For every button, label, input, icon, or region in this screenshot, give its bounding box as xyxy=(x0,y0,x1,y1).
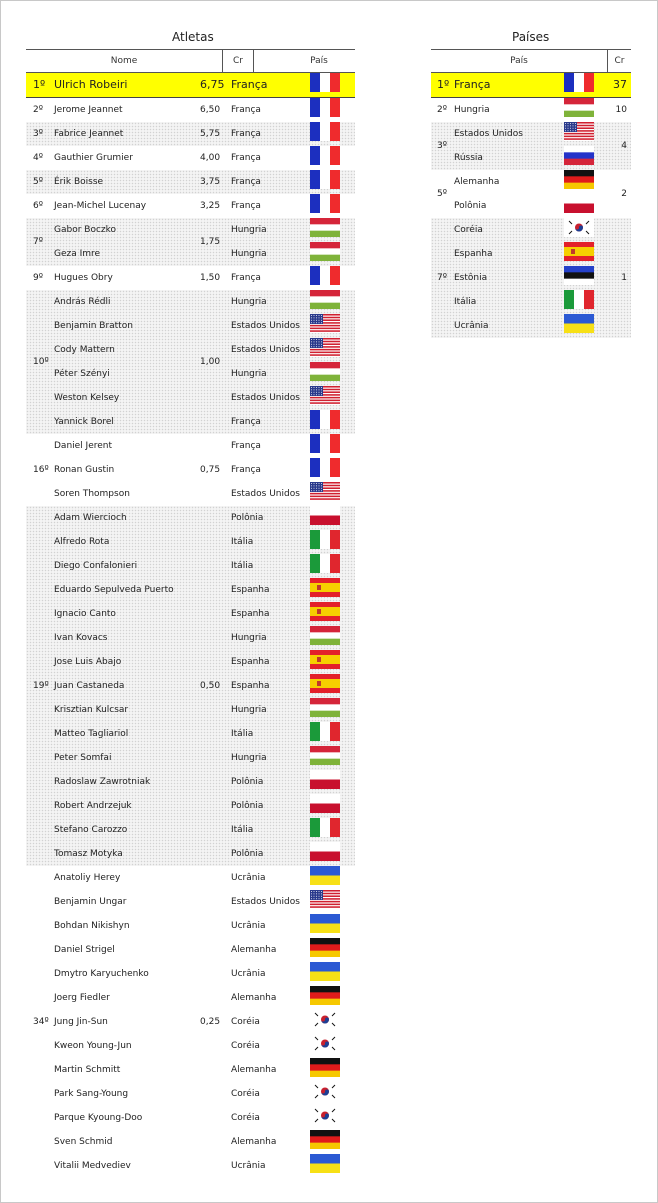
athletes-row xyxy=(26,338,355,362)
athletes-row xyxy=(26,434,355,458)
kr-flag-icon xyxy=(310,1034,340,1058)
athletes-row xyxy=(26,1058,355,1082)
hu-flag-icon xyxy=(310,626,340,650)
cr-value: 6,50 xyxy=(200,105,221,115)
country-name: Ucrânia xyxy=(231,969,266,979)
athletes-row xyxy=(26,458,355,482)
cr-value: 0,75 xyxy=(200,465,221,475)
athletes-row xyxy=(26,1154,355,1178)
athletes-row xyxy=(26,866,355,890)
athletes-row xyxy=(26,194,355,218)
country-name: Ucrânia xyxy=(231,921,266,931)
hu-flag-icon xyxy=(310,242,340,266)
athlete-name: Eduardo Sepulveda Puerto xyxy=(54,585,174,595)
fr-flag-icon xyxy=(310,146,340,170)
athletes-row xyxy=(26,1082,355,1106)
countries-row xyxy=(431,266,631,290)
athlete-name: Sven Schmid xyxy=(54,1137,113,1147)
athlete-name: Robert Andrzejuk xyxy=(54,801,132,811)
countries-row xyxy=(431,290,631,314)
country-name: França xyxy=(231,201,261,211)
country-name: França xyxy=(231,153,261,163)
country-name: Coréia xyxy=(454,225,483,235)
athlete-name: Péter Szényi xyxy=(54,369,110,379)
es-flag-icon xyxy=(310,578,340,602)
ua-flag-icon xyxy=(310,866,340,890)
country-name: Polônia xyxy=(231,777,264,787)
rank: 6º xyxy=(33,201,43,211)
athletes-row xyxy=(26,506,355,530)
athletes-row xyxy=(26,986,355,1010)
pl-flag-icon xyxy=(564,194,594,218)
countries-title: Países xyxy=(512,30,550,44)
country-name: Estados Unidos xyxy=(454,129,523,139)
country-name: Alemanha xyxy=(231,1137,277,1147)
countries-row xyxy=(431,194,631,218)
cr-value: 1,50 xyxy=(200,273,221,283)
athletes-group xyxy=(26,506,355,866)
cr-value: 6,75 xyxy=(200,78,225,91)
country-name: França xyxy=(231,417,261,427)
athletes-row xyxy=(26,746,355,770)
hu-flag-icon xyxy=(564,98,594,122)
de-flag-icon xyxy=(310,938,340,962)
athlete-name: Ivan Kovacs xyxy=(54,633,108,643)
athletes-group xyxy=(26,194,355,218)
rank: 5º xyxy=(33,177,43,187)
athletes-row xyxy=(26,650,355,674)
rank: 1º xyxy=(437,78,450,91)
country-name: Itália xyxy=(231,729,254,739)
athletes-row xyxy=(26,794,355,818)
country-name: Alemanha xyxy=(454,177,500,187)
country-name: Rússia xyxy=(454,153,483,163)
athletes-group xyxy=(26,218,355,266)
athlete-name: Bohdan Nikishyn xyxy=(54,921,130,931)
rank: 7º xyxy=(33,237,43,247)
athletes-row-first xyxy=(26,73,355,98)
athletes-row xyxy=(26,314,355,338)
fr-flag-icon xyxy=(310,122,340,146)
es-flag-icon xyxy=(310,602,340,626)
countries-row xyxy=(431,218,631,242)
athlete-name: Joerg Fiedler xyxy=(54,993,110,1003)
de-flag-icon xyxy=(310,986,340,1010)
athletes-row xyxy=(26,362,355,386)
athlete-name: Yannick Borel xyxy=(54,417,114,427)
athletes-row xyxy=(26,770,355,794)
athlete-name: Érik Boisse xyxy=(54,177,104,187)
country-name: Hungria xyxy=(231,225,267,235)
athlete-name: Juan Castaneda xyxy=(54,681,125,691)
athlete-name: Alfredo Rota xyxy=(54,537,110,547)
athlete-name: Adam Wiercioch xyxy=(54,513,127,523)
country-name: Itália xyxy=(231,537,254,547)
cr-value: 3,75 xyxy=(200,177,221,187)
athletes-row xyxy=(26,722,355,746)
pl-flag-icon xyxy=(310,794,340,818)
countries-row xyxy=(431,314,631,338)
ua-flag-icon xyxy=(310,962,340,986)
rank: 1º xyxy=(33,78,46,91)
athlete-name: Vitalii Medvediev xyxy=(54,1161,131,1171)
athlete-name: Benjamin Ungar xyxy=(54,897,127,907)
cr-value: 37 xyxy=(613,78,627,91)
athletes-group xyxy=(26,122,355,146)
es-flag-icon xyxy=(310,674,340,698)
athletes-row xyxy=(26,1130,355,1154)
athletes-row xyxy=(26,530,355,554)
country-name: Coréia xyxy=(231,1017,260,1027)
country-name: Polônia xyxy=(231,513,264,523)
rank: 3º xyxy=(437,141,447,151)
country-name: Coréia xyxy=(231,1113,260,1123)
athletes-group xyxy=(26,266,355,290)
cr-value: 1 xyxy=(621,273,627,283)
rank: 5º xyxy=(437,189,447,199)
athletes-row xyxy=(26,818,355,842)
athlete-name: Park Sang-Young xyxy=(54,1089,129,1099)
country-name: Hungria xyxy=(454,105,490,115)
country-name: Polônia xyxy=(454,201,487,211)
country-name: Espanha xyxy=(231,681,270,691)
athlete-name: Tomasz Motyka xyxy=(54,849,123,859)
athlete-name: Ignacio Canto xyxy=(54,609,116,619)
fr-flag-icon xyxy=(310,98,340,122)
kr-flag-icon xyxy=(310,1106,340,1130)
athlete-name: Cody Mattern xyxy=(54,345,115,355)
countries-group xyxy=(431,98,631,122)
pl-flag-icon xyxy=(310,842,340,866)
header-cr: Cr xyxy=(233,56,243,66)
cr-value: 1,00 xyxy=(200,357,221,367)
es-flag-icon xyxy=(564,242,594,266)
es-flag-icon xyxy=(310,650,340,674)
header-country: País xyxy=(310,56,328,66)
pl-flag-icon xyxy=(310,770,340,794)
it-flag-icon xyxy=(310,722,340,746)
kr-flag-icon xyxy=(310,1010,340,1034)
countries-row-first xyxy=(431,73,631,98)
athletes-row xyxy=(26,578,355,602)
country-name: Alemanha xyxy=(231,945,277,955)
country-name: Estônia xyxy=(454,273,488,283)
country-name: França xyxy=(231,177,261,187)
fr-flag-icon xyxy=(564,73,594,97)
cr-value: 3,25 xyxy=(200,201,221,211)
country-name: Estados Unidos xyxy=(231,345,300,355)
country-name: Hungria xyxy=(231,633,267,643)
country-name: Itália xyxy=(454,297,477,307)
athletes-row xyxy=(26,554,355,578)
athlete-name: Soren Thompson xyxy=(54,489,130,499)
athletes-row xyxy=(26,1010,355,1034)
athletes-row xyxy=(26,890,355,914)
athlete-name: Ronan Gustin xyxy=(54,465,115,475)
country-name: Polônia xyxy=(231,801,264,811)
athletes-group xyxy=(26,146,355,170)
rank: 2º xyxy=(437,105,447,115)
cr-value: 0,50 xyxy=(200,681,221,691)
us-flag-icon xyxy=(310,890,340,914)
rank: 10º xyxy=(33,357,49,367)
us-flag-icon xyxy=(310,314,340,338)
athlete-name: Parque Kyoung-Doo xyxy=(54,1113,143,1123)
athletes-row xyxy=(26,962,355,986)
country-name: Polônia xyxy=(231,849,264,859)
countries-row xyxy=(431,98,631,122)
fr-flag-icon xyxy=(310,410,340,434)
hu-flag-icon xyxy=(310,362,340,386)
athletes-row xyxy=(26,1034,355,1058)
countries-group xyxy=(431,170,631,218)
ru-flag-icon xyxy=(564,146,594,170)
hu-flag-icon xyxy=(310,746,340,770)
us-flag-icon xyxy=(310,338,340,362)
rank: 9º xyxy=(33,273,43,283)
de-flag-icon xyxy=(310,1130,340,1154)
us-flag-icon xyxy=(310,482,340,506)
rank: 19º xyxy=(33,681,49,691)
athletes-header xyxy=(26,49,355,73)
athlete-name: Jose Luis Abajo xyxy=(54,657,122,667)
kr-flag-icon xyxy=(564,218,594,242)
header-cr: Cr xyxy=(614,56,625,66)
cr-value: 4,00 xyxy=(200,153,221,163)
athlete-name: Benjamin Bratton xyxy=(54,321,133,331)
athletes-group xyxy=(26,434,355,506)
kr-flag-icon xyxy=(310,1082,340,1106)
athletes-row xyxy=(26,914,355,938)
athlete-name: Gauthier Grumier xyxy=(54,153,133,163)
athletes-group xyxy=(26,866,355,1178)
fr-flag-icon xyxy=(310,170,340,194)
fr-flag-icon xyxy=(310,73,340,97)
athletes-row xyxy=(26,122,355,146)
athletes-row xyxy=(26,290,355,314)
country-name: França xyxy=(454,78,491,91)
fr-flag-icon xyxy=(310,194,340,218)
athlete-name: Ulrich Robeiri xyxy=(54,78,128,91)
rank: 4º xyxy=(33,153,43,163)
us-flag-icon xyxy=(564,122,594,146)
country-name: Estados Unidos xyxy=(231,393,300,403)
country-name: Espanha xyxy=(231,657,270,667)
rank: 2º xyxy=(33,105,43,115)
ee-flag-icon xyxy=(564,266,594,290)
fr-flag-icon xyxy=(310,458,340,482)
country-name: França xyxy=(231,105,261,115)
athlete-name: Kweon Young-Jun xyxy=(54,1041,132,1051)
country-name: Espanha xyxy=(231,585,270,595)
country-name: Hungria xyxy=(231,753,267,763)
athletes-title: Atletas xyxy=(172,30,214,44)
athletes-row xyxy=(26,386,355,410)
country-name: Hungria xyxy=(231,369,267,379)
fr-flag-icon xyxy=(310,434,340,458)
it-flag-icon xyxy=(564,290,594,314)
athlete-name: Gabor Boczko xyxy=(54,225,117,235)
header-country: País xyxy=(510,56,528,66)
cr-value: 0,25 xyxy=(200,1017,221,1027)
athlete-name: Daniel Strigel xyxy=(54,945,115,955)
athlete-name: Jung Jin-Sun xyxy=(54,1017,108,1027)
athletes-row xyxy=(26,170,355,194)
countries-row xyxy=(431,146,631,170)
ua-flag-icon xyxy=(310,914,340,938)
cr-value: 10 xyxy=(615,105,627,115)
athlete-name: Radoslaw Zawrotniak xyxy=(54,777,151,787)
athletes-row xyxy=(26,938,355,962)
fr-flag-icon xyxy=(310,266,340,290)
athlete-name: Geza Imre xyxy=(54,249,101,259)
athletes-group xyxy=(26,170,355,194)
athletes-row xyxy=(26,218,355,242)
country-name: Ucrânia xyxy=(231,1161,266,1171)
cr-value: 2 xyxy=(621,189,627,199)
country-name: Hungria xyxy=(231,249,267,259)
country-name: Espanha xyxy=(454,249,493,259)
header-name: Nome xyxy=(110,56,138,66)
athletes-row xyxy=(26,98,355,122)
athletes-row xyxy=(26,242,355,266)
athletes-row xyxy=(26,698,355,722)
rank: 16º xyxy=(33,465,49,475)
athlete-name: Jean-Michel Lucenay xyxy=(54,201,147,211)
athlete-name: Martin Schmitt xyxy=(54,1065,121,1075)
countries-group xyxy=(431,122,631,170)
it-flag-icon xyxy=(310,554,340,578)
country-name: Estados Unidos xyxy=(231,897,300,907)
countries-row xyxy=(431,122,631,146)
country-name: França xyxy=(231,441,261,451)
country-name: França xyxy=(231,465,261,475)
cr-value: 1,75 xyxy=(200,237,221,247)
cr-value: 4 xyxy=(621,141,627,151)
country-name: Alemanha xyxy=(231,1065,277,1075)
athletes-row xyxy=(26,602,355,626)
us-flag-icon xyxy=(310,386,340,410)
countries-row xyxy=(431,170,631,194)
athletes-row xyxy=(26,842,355,866)
country-name: França xyxy=(231,78,268,91)
it-flag-icon xyxy=(310,530,340,554)
country-name: Estados Unidos xyxy=(231,489,300,499)
athlete-name: Dmytro Karyuchenko xyxy=(54,969,149,979)
country-name: Espanha xyxy=(231,609,270,619)
athletes-row xyxy=(26,626,355,650)
cr-value: 5,75 xyxy=(200,129,221,139)
country-name: Coréia xyxy=(231,1089,260,1099)
country-name: Ucrânia xyxy=(454,321,489,331)
athletes-row xyxy=(26,482,355,506)
rank: 3º xyxy=(33,129,43,139)
athletes-row xyxy=(26,410,355,434)
countries-header xyxy=(431,49,631,73)
athlete-name: András Rédli xyxy=(54,297,111,307)
athletes-row xyxy=(26,1106,355,1130)
countries-group xyxy=(431,218,631,338)
athletes-row xyxy=(26,266,355,290)
de-flag-icon xyxy=(310,1058,340,1082)
countries-row xyxy=(431,242,631,266)
country-name: Alemanha xyxy=(231,993,277,1003)
athletes-group xyxy=(26,98,355,122)
athlete-name: Daniel Jerent xyxy=(54,441,113,451)
country-name: Estados Unidos xyxy=(231,321,300,331)
athlete-name: Krisztian Kulcsar xyxy=(54,705,129,715)
hu-flag-icon xyxy=(310,218,340,242)
rank: 7º xyxy=(437,273,447,283)
country-name: Coréia xyxy=(231,1041,260,1051)
athlete-name: Weston Kelsey xyxy=(54,393,120,403)
country-name: Itália xyxy=(231,825,254,835)
athletes-row xyxy=(26,146,355,170)
athlete-name: Diego Confalonieri xyxy=(54,561,138,571)
rank: 34º xyxy=(33,1017,49,1027)
country-name: Ucrânia xyxy=(231,873,266,883)
ua-flag-icon xyxy=(564,314,594,338)
ua-flag-icon xyxy=(310,1154,340,1178)
athlete-name: Anatoliy Herey xyxy=(54,873,121,883)
country-name: França xyxy=(231,129,261,139)
athletes-row xyxy=(26,674,355,698)
it-flag-icon xyxy=(310,818,340,842)
country-name: Itália xyxy=(231,561,254,571)
hu-flag-icon xyxy=(310,698,340,722)
pl-flag-icon xyxy=(310,506,340,530)
country-name: Hungria xyxy=(231,297,267,307)
athlete-name: Hugues Obry xyxy=(54,273,113,283)
athlete-name: Stefano Carozzo xyxy=(54,825,128,835)
athlete-name: Peter Somfai xyxy=(54,753,112,763)
athletes-group xyxy=(26,290,355,434)
hu-flag-icon xyxy=(310,290,340,314)
country-name: França xyxy=(231,273,261,283)
country-name: Hungria xyxy=(231,705,267,715)
de-flag-icon xyxy=(564,170,594,194)
athlete-name: Matteo Tagliariol xyxy=(54,729,129,739)
athlete-name: Fabrice Jeannet xyxy=(54,129,124,139)
athlete-name: Jerome Jeannet xyxy=(54,105,123,115)
